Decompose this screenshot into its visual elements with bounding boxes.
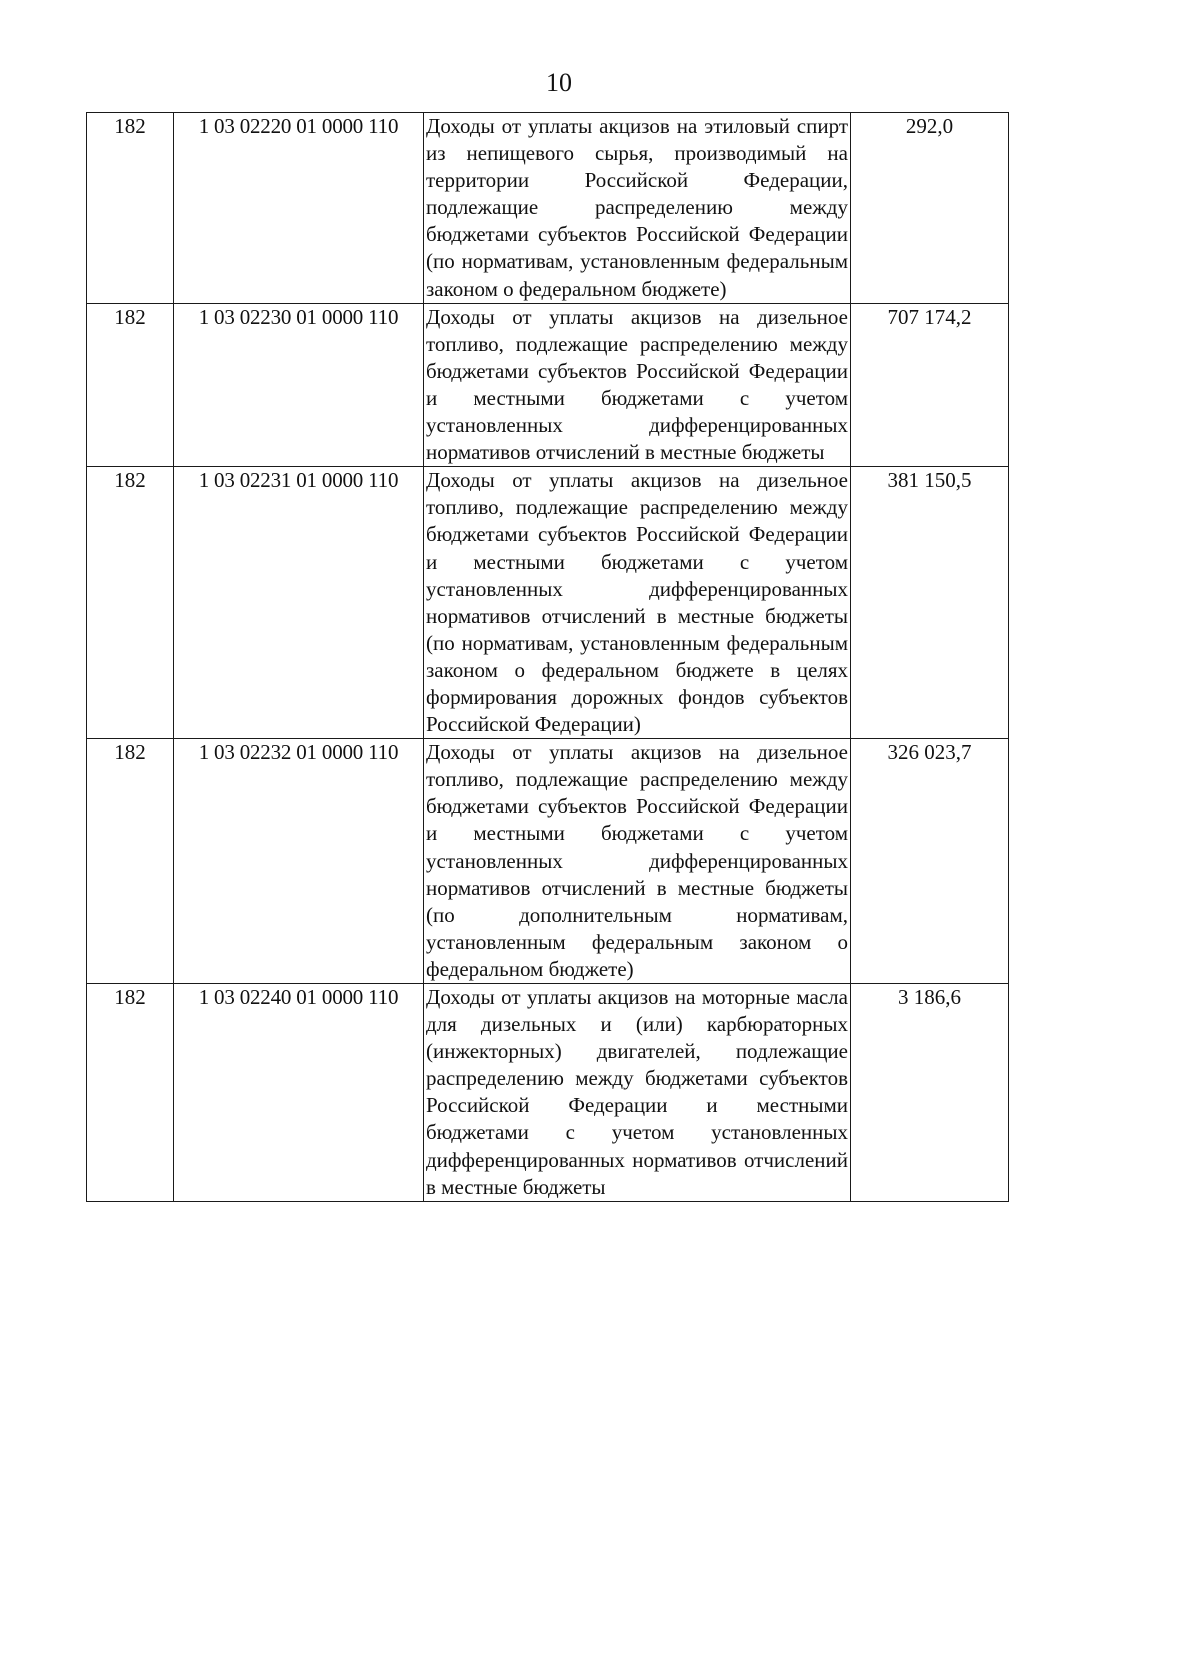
revenue-name-cell: Доходы от уплаты акцизов на дизельное топливо, подлежащие распределению между бюджетами субъектов Российской Федерации и местными бюджетами с учетом установленных дифференцированных нормативов отчислений в местные бюджеты <box>424 303 851 467</box>
admin-code-cell: 182 <box>87 467 174 739</box>
table-row <box>87 467 1009 739</box>
table-row <box>87 984 1009 1202</box>
admin-code-cell: 182 <box>87 984 174 1202</box>
amount-cell: 381 150,5 <box>851 467 1009 739</box>
admin-code-cell: 182 <box>87 303 174 467</box>
admin-code-cell: 182 <box>87 113 174 304</box>
amount-cell: 326 023,7 <box>851 739 1009 984</box>
budget-code-cell: 1 03 02220 01 0000 110 <box>174 113 424 304</box>
budget-code-cell: 1 03 02230 01 0000 110 <box>174 303 424 467</box>
table-row <box>87 739 1009 984</box>
page-number: 10 <box>546 68 572 97</box>
budget-code-cell: 1 03 02232 01 0000 110 <box>174 739 424 984</box>
amount-cell: 707 174,2 <box>851 303 1009 467</box>
amount-cell: 3 186,6 <box>851 984 1009 1202</box>
budget-code-cell: 1 03 02231 01 0000 110 <box>174 467 424 739</box>
revenue-name-cell: Доходы от уплаты акцизов на этиловый спирт из непищевого сырья, производимый на территории Российской Федерации, подлежащие распределению между бюджетами субъектов Российской Федерации (по нормативам, установленным федеральным законом о федеральном бюджете) <box>424 113 851 304</box>
revenue-name-cell: Доходы от уплаты акцизов на дизельное топливо, подлежащие распределению между бюджетами субъектов Российской Федерации и местными бюджетами с учетом установленных дифференцированных нормативов отчислений в местные бюджеты (по нормативам, установленным федеральным законом о федеральном бюджете в целях формирования дорожных фондов субъектов Российской Федерации) <box>424 467 851 739</box>
table-row <box>87 113 1009 304</box>
admin-code-cell: 182 <box>87 739 174 984</box>
revenue-name-cell: Доходы от уплаты акцизов на моторные масла для дизельных и (или) карбюраторных (инжекторных) двигателей, подлежащие распределению между бюджетами субъектов Российской Федерации и местными бюджетами с учетом установленных дифференцированных нормативов отчислений в местные бюджеты <box>424 984 851 1202</box>
budget-code-cell: 1 03 02240 01 0000 110 <box>174 984 424 1202</box>
amount-cell: 292,0 <box>851 113 1009 304</box>
revenue-table <box>86 112 1009 1202</box>
revenue-name-cell: Доходы от уплаты акцизов на дизельное топливо, подлежащие распределению между бюджетами субъектов Российской Федерации и местными бюджетами с учетом установленных дифференцированных нормативов отчислений в местные бюджеты (по дополнительным нормативам, установленным федеральным законом о федеральном бюджете) <box>424 739 851 984</box>
table-row <box>87 303 1009 467</box>
